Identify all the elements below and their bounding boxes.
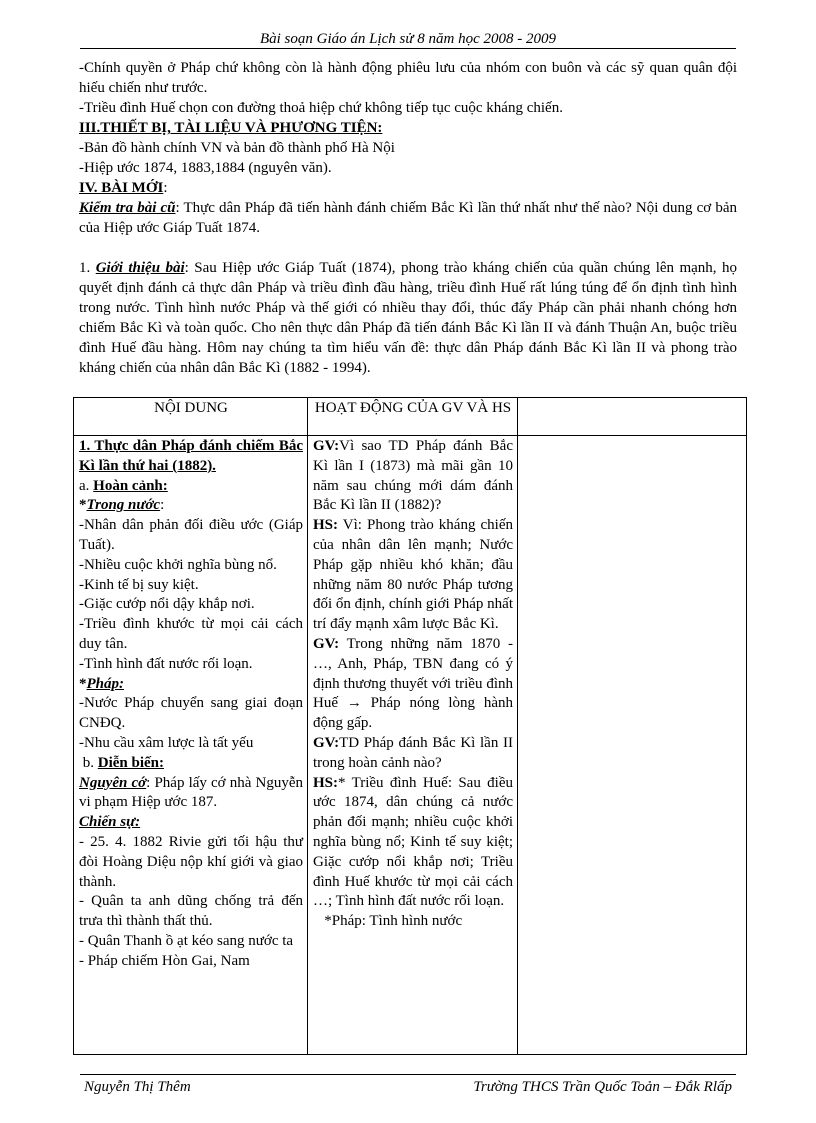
section4-title: IV. BÀI MỚI [79, 180, 164, 196]
check-old-lesson [79, 198, 737, 238]
dialogue-role: GV: [313, 635, 340, 652]
dialogue-text: *Pháp: Tình hình nước [324, 913, 463, 930]
intro-line: -Triều đình Huế chọn con đường thoả hiệp chứ không tiếp tục cuộc kháng chiến. [79, 100, 563, 116]
check-text: : Thực dân Pháp đã tiến hành đánh chiếm Bắc Kì lần thứ nhất như thế nào? Nội dung cơ bản của Hiệp ước Giáp Tuất 1874. [79, 200, 737, 236]
activity-cell [308, 436, 518, 1055]
list-item: - Pháp chiếm Hòn Gai, Nam [79, 952, 250, 969]
notes-cell [518, 436, 747, 1055]
lesson-intro [79, 258, 737, 378]
content-cell [74, 436, 308, 1055]
list-item: -Giặc cướp nổi dậy khắp nơi. [79, 596, 255, 613]
list-item: -Tình hình đất nước rối loạn. [79, 655, 253, 672]
table-row [74, 436, 747, 1055]
header-notes [518, 398, 747, 436]
list-item: -Nước Pháp chuyển sang giai đoạn CNĐQ. [79, 695, 303, 732]
phap-label: Pháp: [86, 675, 124, 692]
list-item: -Nhân dân phản đối điều ước (Giáp Tuất). [79, 517, 303, 553]
intro-line: -Chính quyền ở Pháp chứ không còn là hành động phiêu lưu của nhóm con buôn và các sỹ quan quân đội hiếu chiến như trước. [79, 60, 737, 96]
section4-title-line [79, 178, 737, 198]
phap-prefix: * [79, 675, 87, 692]
spacer [79, 238, 737, 258]
dialogue-line [313, 437, 513, 516]
dialogue-text: Trong những năm 1870 - …, Anh, Pháp, TBN đang có ý định thương thuyết với triều đình Huế → Pháp nóng lòng hành động gấp. [313, 635, 513, 732]
dialogue-text: Vì sao TD Pháp đánh Bắc Kì lần I (1873) mà mãi gần 10 năm sau chúng mới dám đánh Bắc Kì lần II (1882)? [313, 438, 513, 514]
lesson-table [73, 397, 747, 1055]
dialogue-line [313, 734, 513, 774]
nguyen-co-line [79, 774, 303, 814]
trong-nuoc-label: Trong nước [86, 497, 161, 514]
sub-a-line [79, 477, 303, 497]
trong-nuoc-suffix: : [160, 497, 165, 514]
check-label: Kiểm tra bài cũ [79, 200, 176, 216]
dialogue-line [313, 635, 513, 734]
page-header [80, 30, 736, 49]
list-item: -Nhiều cuộc khởi nghĩa bùng nổ. [79, 556, 277, 573]
sub-a-prefix: a. [79, 477, 94, 494]
lesson-intro-text: : Sau Hiệp ước Giáp Tuất (1874), phong trào kháng chiến của quần chúng lên mạnh, họ quyết định đánh cả thực dân Pháp và triều đình đầu hàng, triều đình Huế rất lúng túng để ổn định tình hình trong nước. Tình hình nước Pháp và thế giới có nhiều thay đổi, thúc đẩy Pháp cần phải nhanh chóng hơn chiếm Bắc Kì và toàn quốc. Cho nên thực dân Pháp đã tiến đánh Bắc Kì lần II và đánh Thuận An, buộc triều đình Huế đầu hàng. Hôm nay chúng ta tìm hiểu vấn đề: thực dân Pháp đánh Bắc Kì lần II và phong trào kháng chiến của nhân dân Bắc Kì (1882 - 1994). [79, 260, 738, 376]
dialogue-line [313, 774, 513, 913]
dialogue-text: TD Pháp đánh Bắc Kì lần II trong hoàn cảnh nào? [313, 734, 513, 771]
nguyen-co-text: : Pháp lấy cớ nhà Nguyễn vi phạm Hiệp ước 187. [79, 774, 304, 811]
dialogue-line [313, 516, 513, 635]
list-item: - Quân Thanh ồ ạt kéo sang nước ta [79, 932, 294, 949]
table-header-row [74, 398, 747, 436]
section4-title-suffix: : [163, 180, 168, 196]
sub-b-line [79, 754, 303, 774]
dialogue-role: HS: [313, 774, 339, 791]
page-footer [80, 1074, 736, 1095]
nguyen-co-label: Nguyên cớ [79, 774, 147, 791]
header-content: NỘI DUNG [74, 398, 308, 436]
list-item: - Quân ta anh dũng chống trả đến trưa thì thành thất thủ. [79, 893, 303, 930]
section3-item: -Bản đồ hành chính VN và bản đồ thành phố Hà Nội [79, 140, 395, 156]
trong-nuoc-prefix: * [79, 497, 87, 514]
section3-item: -Hiệp ước 1874, 1883,1884 (nguyên văn). [79, 160, 332, 176]
document-body [79, 58, 737, 378]
trong-nuoc-line [79, 496, 303, 516]
content-title: 1. Thực dân Pháp đánh chiếm Bắc Kì lần thứ hai (1882). [79, 438, 303, 474]
dialogue-role: GV: [313, 438, 340, 454]
dialogue-line [313, 912, 513, 932]
lesson-intro-label: Giới thiệu bài [95, 260, 185, 276]
sub-a-label: Hoàn cảnh: [93, 477, 168, 494]
chien-su-label: Chiến sự: [79, 814, 141, 831]
header-title: Bài soạn Giáo án Lịch sử 8 năm học 2008 - 2009 [259, 31, 557, 47]
sub-b-label: Diễn biến: [97, 754, 165, 771]
footer-author: Nguyễn Thị Thêm [84, 1079, 191, 1095]
phap-line [79, 675, 303, 695]
dialogue-text: * Triều đình Huế: Sau điều ước 1874, dân chúng cả nước phản đối mạnh; nhiều cuộc khởi nghĩa bùng nổ; Kinh tế suy kiệt; Giặc cướp nổi khắp nơi; Triều đình Huế khước từ mọi cải cách …; Tình hình đất nước rối loạn. [313, 774, 513, 910]
list-item: -Kinh tế bị suy kiệt. [79, 576, 199, 593]
dialogue-role: GV: [313, 734, 340, 751]
footer-school: Trường THCS Trần Quốc Toản – Đắk Rlấp [473, 1079, 732, 1095]
dialogue-text: Vì: Phong trào kháng chiến của nhân dân lên mạnh; Nước Pháp gặp nhiều khó khăn; đầu những năm 80 nước Pháp tương đối ổn định, chính giới Pháp nhất trí đẩy mạnh xâm lược Bắc Kì. [313, 517, 514, 633]
header-activity: HOẠT ĐỘNG CỦA GV VÀ HS [308, 398, 518, 436]
dialogue-role: HS: [313, 517, 339, 534]
sub-b-prefix: b. [82, 754, 98, 771]
section3-title: III.THIẾT BỊ, TÀI LIỆU VÀ PHƯƠNG TIỆN: [79, 120, 383, 136]
lesson-intro-number: 1. [79, 260, 96, 276]
list-item: -Nhu cầu xâm lược là tất yếu [79, 734, 254, 751]
list-item: - 25. 4. 1882 Rivie gửi tối hậu thư đòi Hoàng Diệu nộp khí giới và giao thành. [79, 833, 303, 890]
list-item: -Triều đình khước từ mọi cải cách duy tân. [79, 616, 303, 652]
